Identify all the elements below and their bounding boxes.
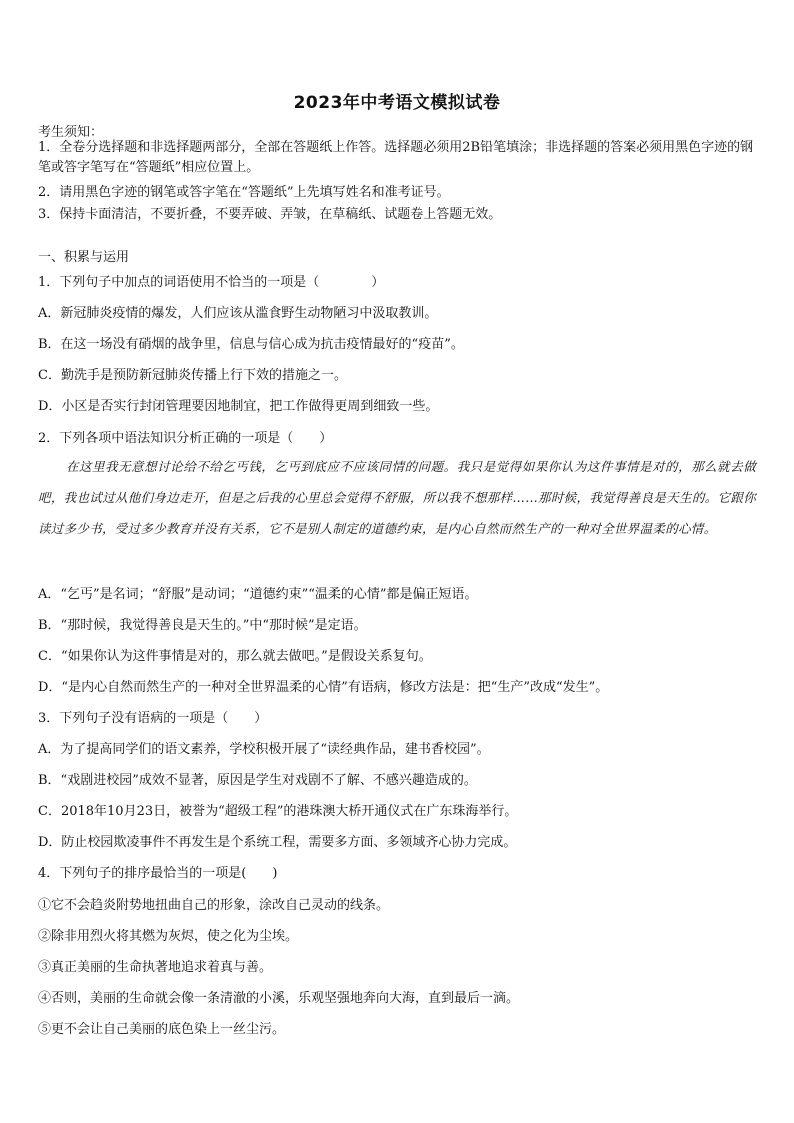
- question-3-stem: 3．下列句子没有语病的一项是（ ）: [38, 711, 268, 726]
- question-4-sentence-3: ③真正美丽的生命执著地追求着真与善。: [38, 960, 273, 975]
- question-2-option-a: A．“乞丐”是名词；“舒服”是动词；“道德约束”“温柔的心情”都是偏正短语。: [38, 587, 478, 602]
- question-3-option-d: D．防止校园欺凌事件不再发生是个系统工程，需要多方面、多领域齐心协力完成。: [38, 835, 517, 850]
- notice-heading: 考生须知：: [38, 125, 104, 140]
- question-2-stem: 2．下列各项中语法知识分析正确的一项是（ ）: [38, 431, 333, 446]
- question-1-option-c: C．勤洗手是预防新冠肺炎传播上行下效的措施之一。: [38, 368, 347, 383]
- section-heading: 一、积累与运用: [38, 250, 130, 265]
- question-2-option-d: D．“是内心自然而然生产的一种对全世界温柔的心情”有语病，修改方法是：把“生产”改成“发生”。: [38, 680, 609, 695]
- question-4-stem: 4．下列句子的排序最恰当的一项是( ): [38, 866, 278, 881]
- page-title: 2023年中考语文模拟试卷: [293, 93, 501, 113]
- question-2-option-b: B．“那时候，我觉得善良是天生的。”中“那时候”是定语。: [38, 618, 367, 633]
- question-1-option-b: B．在这一场没有硝烟的战争里，信息与信心成为抗击疫情最好的“疫苗”。: [38, 337, 464, 352]
- notice-item-2: 2．请用黑色字迹的钢笔或答字笔在“答题纸”上先填写姓名和准考证号。: [38, 185, 450, 200]
- question-1-stem: 1．下列句子中加点的词语使用不恰当的一项是（ ）: [38, 275, 385, 290]
- question-1-option-d: D．小区是否实行封闭管理要因地制宜，把工作做得更周到细致一些。: [38, 399, 439, 414]
- question-2-passage: 在这里我无意想讨论给不给乞丐钱，乞丐到底应不应该同情的问题。我只是觉得如果你认为这件事情是对的，那么就去做吧，我也试过从他们身边走开，但是之后我的心里总会觉得不舒服，所以我不想那样……那时候，我觉得善良是天生的。它跟你读过多少书，受过多少教育并没有关系，它不是别人制定的道德约束，是内心自然而然生产的一种对全世界温柔的心情。: [38, 459, 756, 536]
- question-4-sentence-2: ②除非用烈火将其燃为灰烬，使之化为尘埃。: [38, 929, 299, 944]
- notice-item-3: 3．保持卡面清洁，不要折叠，不要弄破、弄皱，在草稿纸、试题卷上答题无效。: [38, 207, 502, 222]
- question-3-option-b: B．“戏剧进校园”成效不显著，原因是学生对戏剧不了解、不感兴趣造成的。: [38, 773, 477, 788]
- question-4-sentence-5: ⑤更不会让自己美丽的底色染上一丝尘污。: [38, 1022, 286, 1037]
- question-4-sentence-4: ④否则，美丽的生命就会像一条清澈的小溪，乐观坚强地奔向大海，直到最后一滴。: [38, 991, 520, 1006]
- question-2-option-c: C．“如果你认为这件事情是对的，那么就去做吧。”是假设关系复句。: [38, 649, 432, 664]
- question-4-sentence-1: ①它不会趋炎附势地扭曲自己的形象，涂改自己灵动的线条。: [38, 898, 390, 913]
- question-3-option-a: A．为了提高同学们的语文素养，学校积极开展了“读经典作品，建书香校园”。: [38, 742, 490, 757]
- question-3-option-c: C．2018年10月23日，被誉为“超级工程”的港珠澳大桥开通仪式在广东珠海举行。: [38, 804, 518, 819]
- notice-item-1: 1．全卷分选择题和非选择题两部分，全部在答题纸上作答。选择题必须用2B铅笔填涂；非选择题的答案必须用黑色字迹的钢笔或答字笔写在“答题纸”相应位置上。: [38, 140, 754, 175]
- question-1-option-a: A．新冠肺炎疫情的爆发，人们应该从滥食野生动物陋习中汲取教训。: [38, 306, 438, 321]
